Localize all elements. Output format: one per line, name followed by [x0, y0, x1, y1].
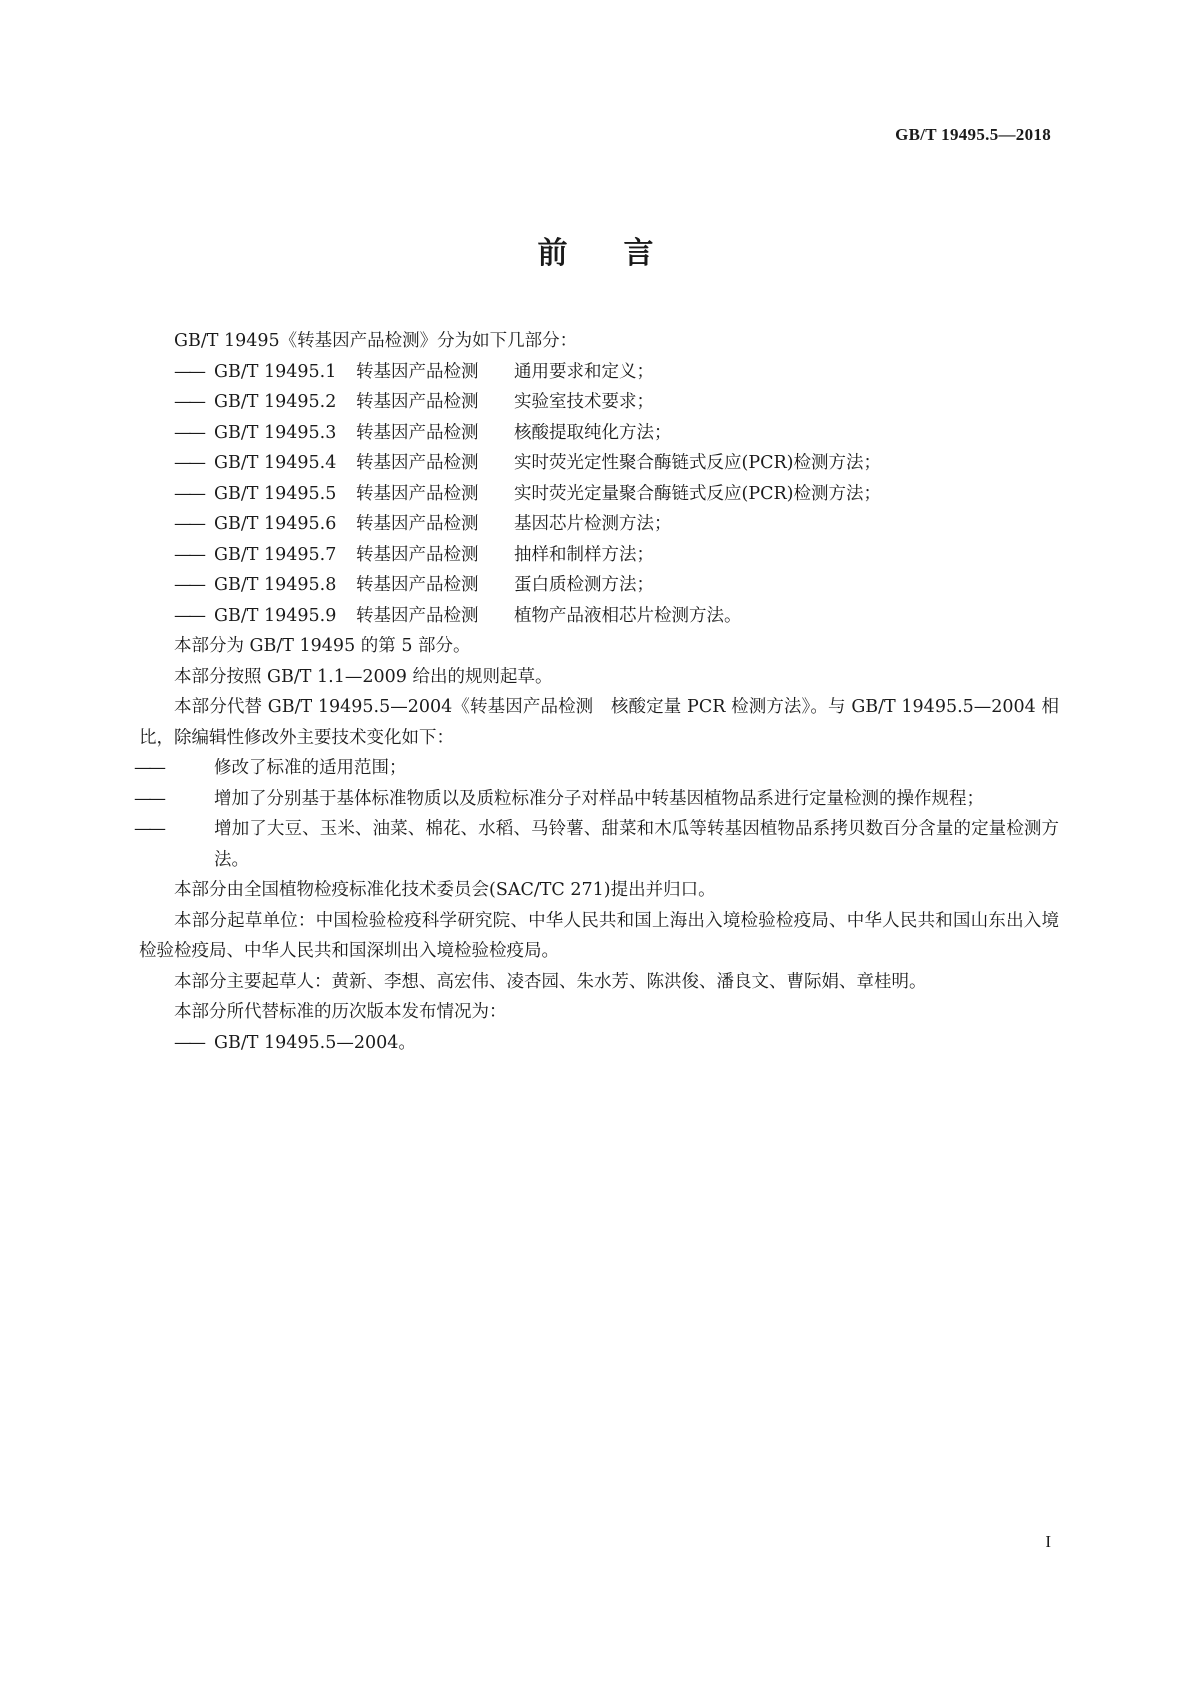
proposed-by-paragraph: 本部分由全国植物检疫标准化技术委员会(SAC/TC 271)提出并归口。 [174, 880, 716, 900]
part-number: GB/T 19495.6 [214, 514, 337, 534]
dash-mark: —— [174, 1032, 203, 1053]
part-list-item [139, 448, 1059, 479]
part-title: 转基因产品检测 [356, 392, 479, 412]
part-list-item [139, 540, 1059, 571]
dash-mark: —— [134, 819, 163, 839]
part-list-item [139, 601, 1059, 632]
part-number: GB/T 19495.4 [214, 453, 337, 473]
dash-mark: —— [174, 392, 203, 412]
part-list-item [139, 418, 1059, 449]
dash-mark: —— [174, 514, 203, 534]
part-title: 转基因产品检测 [356, 422, 479, 443]
history-list-item [139, 1028, 1059, 1059]
part-title: 转基因产品检测 [356, 605, 479, 626]
drafters-paragraph: 本部分主要起草人：黄新、李想、高宏伟、凌杏园、朱水芳、陈洪俊、潘良文、曹际娟、章桂明。 [174, 971, 927, 992]
part-subtitle: 实时荧光定量聚合酶链式反应(PCR)检测方法； [514, 483, 881, 504]
part-list-item [139, 387, 1059, 418]
dash-mark: —— [134, 788, 163, 809]
part-number: GB/T 19495.1 [214, 361, 337, 382]
drafting-rules-paragraph: 本部分按照 GB/T 1.1—2009 给出的规则起草。 [174, 666, 553, 687]
dash-mark: —— [174, 361, 203, 382]
change-list-item [134, 814, 1059, 875]
change-text: 修改了标准的适用范围； [214, 758, 407, 778]
dash-mark: —— [174, 544, 203, 565]
part-title: 转基因产品检测 [356, 575, 479, 595]
part-number: GB/T 19495.5 [214, 483, 337, 504]
dash-mark: —— [174, 605, 203, 626]
part-subtitle: 实验室技术要求； [514, 392, 654, 412]
history-intro-paragraph: 本部分所代替标准的历次版本发布情况为： [174, 1002, 507, 1022]
part-title: 转基因产品检测 [356, 361, 479, 382]
changes-list [134, 753, 1059, 875]
part-subtitle: 蛋白质检测方法； [514, 575, 654, 595]
dash-mark: —— [174, 575, 203, 595]
part-number: GB/T 19495.7 [214, 544, 337, 565]
foreword-body [134, 326, 1059, 1058]
history-text: GB/T 19495.5—2004。 [214, 1032, 416, 1053]
part-list-item [139, 357, 1059, 388]
change-list-item [134, 753, 1059, 784]
replaces-paragraph: 本部分代替 GB/T 19495.5—2004《转基因产品检测 核酸定量 PCR 检测方法》。与 GB/T 19495.5—2004 相比，除编辑性修改外主要技术变化如下： [139, 697, 1059, 748]
part-title: 转基因产品检测 [356, 483, 479, 504]
part-subtitle: 抽样和制样方法； [514, 544, 654, 565]
part-list-item [139, 570, 1059, 601]
part-number: GB/T 19495.2 [214, 392, 337, 412]
part-number: GB/T 19495.8 [214, 575, 337, 595]
part-subtitle: 核酸提取纯化方法； [514, 422, 672, 443]
part-subtitle: 植物产品液相芯片检测方法。 [514, 605, 742, 626]
part-list-item [139, 509, 1059, 540]
part-number: GB/T 19495.9 [214, 605, 337, 626]
dash-mark: —— [134, 758, 163, 778]
part-list-item [139, 479, 1059, 510]
drafting-units-paragraph: 本部分起草单位：中国检验检疫科学研究院、中华人民共和国上海出入境检验检疫局、中华人民共和国山东出入境检验检疫局、中华人民共和国深圳出入境检验检疫局。 [139, 910, 1059, 961]
page-number: I [1045, 1532, 1051, 1551]
part-title: 转基因产品检测 [356, 544, 479, 565]
change-text: 增加了分别基于基体标准物质以及质粒标准分子对样品中转基因植物品系进行定量检测的操作规程； [214, 788, 984, 809]
standard-number: GB/T 19495.5—2018 [895, 125, 1051, 144]
dash-mark: —— [174, 453, 203, 473]
part-title: 转基因产品检测 [356, 453, 479, 473]
part-subtitle: 基因芯片检测方法； [514, 514, 672, 534]
part-title: 转基因产品检测 [356, 514, 479, 534]
dash-mark: —— [174, 483, 203, 504]
part-subtitle: 通用要求和定义； [514, 361, 654, 382]
parts-list [139, 357, 1059, 632]
change-list-item [134, 784, 1059, 815]
part-number: GB/T 19495.3 [214, 422, 337, 443]
change-text: 增加了大豆、玉米、油菜、棉花、水稻、马铃薯、甜菜和木瓜等转基因植物品系拷贝数百分含量的定量检测方法。 [214, 819, 1059, 870]
page-title: 前言 [537, 236, 710, 271]
part-of-paragraph: 本部分为 GB/T 19495 的第 5 部分。 [174, 636, 471, 656]
part-subtitle: 实时荧光定性聚合酶链式反应(PCR)检测方法； [514, 453, 881, 473]
dash-mark: —— [174, 422, 203, 443]
intro-paragraph: GB/T 19495《转基因产品检测》分为如下几部分： [174, 331, 578, 351]
